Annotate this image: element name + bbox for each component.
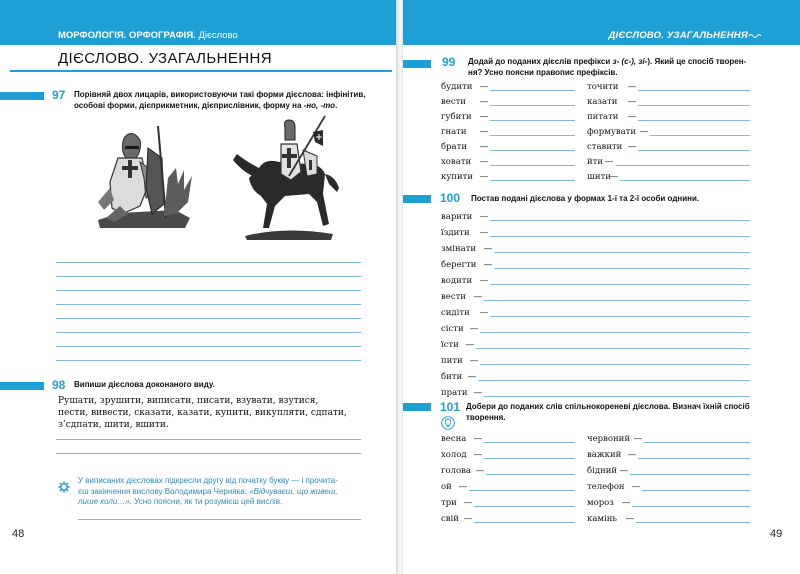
page-number-left: 48 [12,528,25,540]
answer-line[interactable] [490,120,575,121]
answer-line[interactable] [480,332,750,333]
dash: — [480,308,488,317]
answer-line[interactable] [484,300,750,301]
answer-line[interactable] [494,268,750,269]
dash: — [474,434,482,443]
dash: — [628,82,636,91]
dash: — [464,514,472,523]
lightbulb-icon [441,416,455,430]
task100-word: сидіти [441,308,470,318]
task101-word: ой [441,482,452,492]
task101-word: телефон [587,482,625,492]
task101-word: червоний [587,434,630,444]
task101-word: важкий [587,450,622,460]
answer-line[interactable] [56,262,361,263]
answer-line[interactable] [638,90,750,91]
answer-line[interactable] [56,360,361,361]
answer-line[interactable] [56,346,361,347]
task101-instruction: Добери до поданих слів спільнокореневі дієслова. Визнач їхній спосіб творення. [466,402,750,422]
answer-line[interactable] [630,474,750,475]
dash: — [480,112,488,121]
task99-word: шити [587,172,611,182]
answer-line[interactable] [474,522,575,523]
dash: — [476,466,484,475]
task99-word: питати [587,112,619,122]
task100-word: водити [441,276,473,286]
answer-line[interactable] [616,165,750,166]
answer-line[interactable] [486,474,575,475]
answer-line[interactable] [56,453,361,454]
task100-word: вести [441,292,466,302]
answer-line[interactable] [490,90,575,91]
answer-line[interactable] [56,318,361,319]
dash: — [484,244,492,253]
answer-line[interactable] [490,165,575,166]
answer-line[interactable] [56,276,361,277]
answer-line[interactable] [494,252,750,253]
task97-number: 97 [52,88,66,102]
word-list-line: з’сдпати, шити, вшити. [58,420,169,430]
dash: — [480,142,488,151]
dash: — [484,260,492,269]
answer-line[interactable] [480,364,750,365]
answer-line[interactable] [476,348,750,349]
answer-line[interactable] [490,284,750,285]
dash: — [480,276,488,285]
dash: — [466,340,474,349]
answer-line[interactable] [56,290,361,291]
task98-instruction: Випиши дієслова доконаного виду. [74,380,215,389]
page-title: ДІЄСЛОВО. УЗАГАЛЬНЕННЯ [58,50,273,67]
answer-line[interactable] [490,316,750,317]
task100-word: сісти [441,324,464,334]
task98-note: У виписаних дієсловах підкресли другу від початку букву — і прочита- єш закінчення вислову Володимира Черняка: «Відчуваєш, що живеш, лише коли…». Усно поясни, як ти розумієш цей вислів. [78,476,338,506]
answer-line[interactable] [469,490,575,491]
wavy-mark-icon [748,33,762,39]
task100-word: варити [441,212,473,222]
dash: — [480,127,488,136]
dash: — [480,97,488,106]
task98-number: 98 [52,378,66,392]
page-number-right: 49 [770,528,783,540]
answer-line[interactable] [490,220,750,221]
task101-tab [403,403,431,411]
answer-line[interactable] [638,105,750,106]
answer-line[interactable] [484,396,750,397]
task99-word: гнати [441,127,467,137]
left-running-head: МОРФОЛОГІЯ. ОРФОГРАФІЯ. Дієслово [58,30,238,41]
task101-word: холод [441,450,467,460]
task99-number: 99 [442,55,456,69]
dash: — [628,97,636,106]
answer-line[interactable] [490,180,575,181]
answer-line[interactable] [620,180,750,181]
answer-line[interactable] [490,135,575,136]
task99-tab [403,60,431,68]
task101-word: весна [441,434,467,444]
task100-tab [403,195,431,203]
dash: — [628,450,636,459]
dash: — [632,482,640,491]
right-running-head: ДІЄСЛОВО. УЗАГАЛЬНЕННЯ [608,30,748,41]
answer-line[interactable] [490,105,575,106]
task99-word: казати [587,97,618,107]
dash: — [628,112,636,121]
dash: — [470,324,478,333]
dash: — [634,434,642,443]
task100-word: їсти [441,340,459,350]
kneeling-knight-image [80,118,205,233]
task98-tab [0,382,44,390]
task101-word: свій [441,514,459,524]
answer-line[interactable] [56,332,361,333]
task100-word: бити [441,372,463,382]
task101-word: бідний [587,466,618,476]
dash: — [620,466,628,475]
task101-word: мороз [587,498,614,508]
dash: — [480,228,488,237]
task97-instruction: Порівняй двох лицарів, використовуючи такі форми дієслова: інфінітив, особові форми, дієприкметник, дієприслівник, форму на -но, -то. [74,90,366,110]
answer-line[interactable] [632,506,750,507]
answer-line[interactable] [490,150,575,151]
task100-word: пити [441,356,463,366]
answer-line[interactable] [638,120,750,121]
dash: — [605,157,613,166]
dash: — [628,142,636,151]
word-list-line: Рушати, зрушити, виписати, писати, взувати, взутися, [58,396,319,406]
task99-word: йти [587,157,604,167]
dash: — [474,450,482,459]
task99-word: ховати [441,157,472,167]
task99-word: вести [441,97,466,107]
task99-word: формувати [587,127,637,137]
dash: — [459,482,467,491]
task101-word: голова [441,466,471,476]
answer-line[interactable] [636,522,750,523]
answer-line[interactable] [638,458,750,459]
mounted-knight-image [225,114,353,242]
task100-word: берегти [441,260,477,270]
answer-line[interactable] [644,442,750,443]
answer-line[interactable] [650,135,750,136]
answer-line[interactable] [474,506,575,507]
task99-word: точити [587,82,619,92]
dash: — [470,356,478,365]
dash: — [622,498,630,507]
answer-line[interactable] [56,304,361,305]
task100-word: змінати [441,244,477,254]
task97-tab [0,92,44,100]
dash: — [626,514,634,523]
dash: — [474,292,482,301]
answer-line[interactable] [56,439,361,440]
task100-word: їздити [441,228,470,238]
answer-line[interactable] [642,490,750,491]
answer-line[interactable] [484,458,575,459]
dash: — [480,82,488,91]
title-underline [10,70,392,72]
dash: — [480,172,488,181]
dash: — [480,157,488,166]
task100-instruction: Постав подані дієслова у формах 1-ї та 2-ї особи однини. [471,194,700,203]
task100-word: прати [441,388,468,398]
dash: — [640,127,648,136]
task99-instruction: Додай до поданих дієслів префікси з- (с-), зі-). Який це спосіб творен- ня? Усно поясни правопис префіксів. [468,57,747,77]
answer-line[interactable] [490,236,750,237]
word-list-line: пести, вивести, сказати, казати, купити, викупляти, сдпати, [58,408,347,418]
task101-number: 101 [440,400,461,414]
task100-number: 100 [440,191,461,205]
answer-line[interactable] [638,150,750,151]
task101-word: камінь [587,514,618,524]
dash: — [468,372,476,381]
task99-word: будити [441,82,473,92]
dash: — [474,388,482,397]
answer-line[interactable] [478,380,750,381]
dash: — [610,172,618,181]
dash: — [464,498,472,507]
task101-word: три [441,498,457,508]
gear-icon [58,481,70,493]
task99-word: ставити [587,142,623,152]
answer-line[interactable] [484,442,575,443]
answer-line[interactable] [78,519,361,520]
dash: — [480,212,488,221]
task99-word: брати [441,142,467,152]
task99-word: купити [441,172,474,182]
task99-word: губити [441,112,472,122]
task98-word-list [58,395,358,431]
